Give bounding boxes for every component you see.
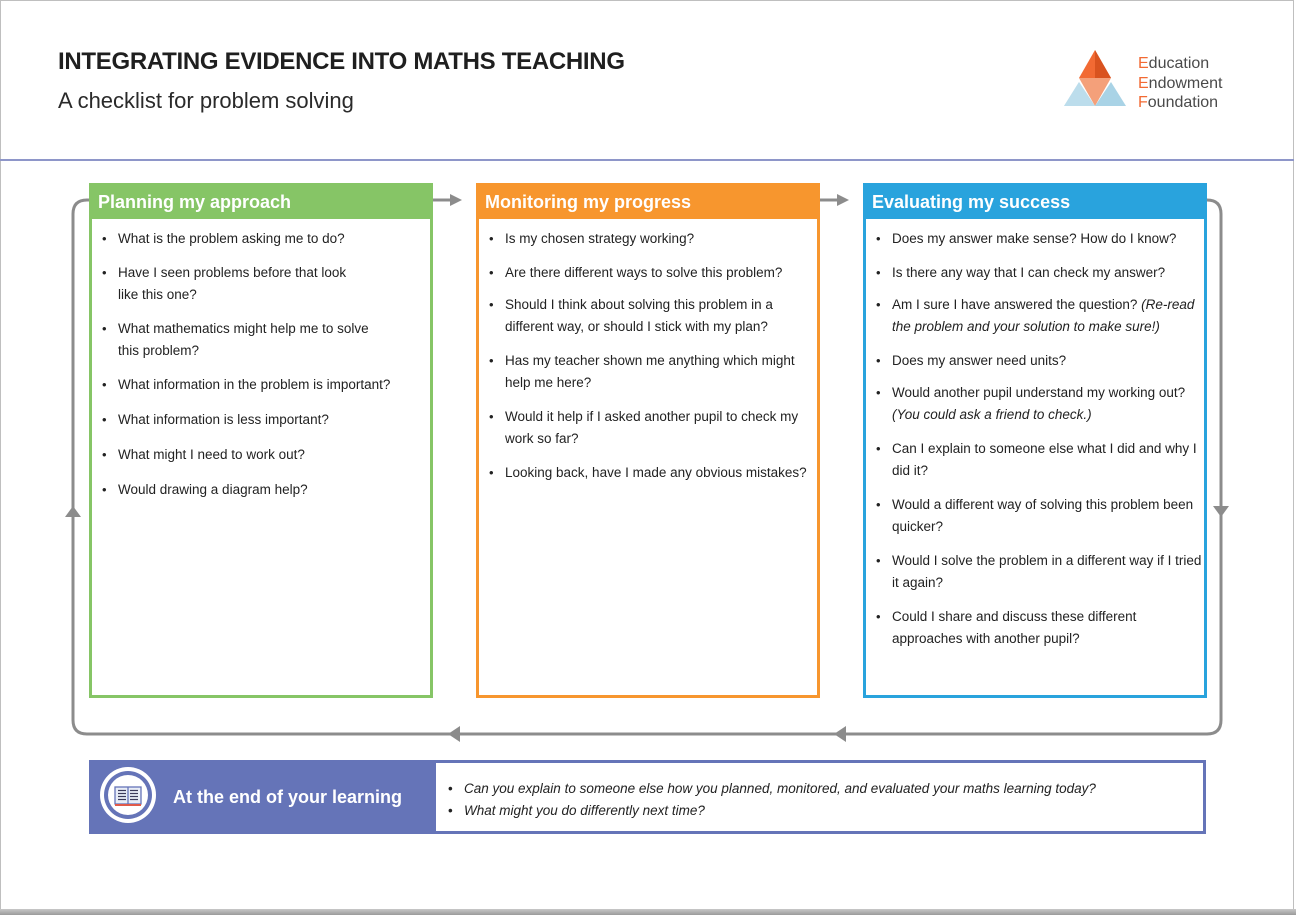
page-subtitle: A checklist for problem solving	[58, 88, 354, 113]
list-item: • Have I seen problems before that look like this one?	[92, 262, 370, 306]
list-item: • Can you explain to someone else how you planned, monitored, and evaluated your maths learning today?	[448, 778, 1096, 800]
list-item: • Can I explain to someone else what I did and why I did it?	[866, 438, 1202, 482]
list-item: • What is the problem asking me to do?	[92, 228, 430, 250]
planning-title: Planning my approach	[92, 186, 430, 219]
header-divider	[0, 159, 1294, 161]
evaluating-title: Evaluating my success	[866, 186, 1204, 219]
list-item: • Would I solve the problem in a different way if I tried it again?	[866, 550, 1202, 594]
book-icon	[100, 767, 156, 823]
planning-list	[92, 228, 430, 501]
end-of-learning-title: At the end of your learning	[173, 787, 403, 807]
end-of-learning-bar	[89, 760, 1206, 834]
logo-line-3: Foundation	[1138, 94, 1219, 111]
list-item: • Would it help if I asked another pupil to check my work so far?	[479, 406, 801, 450]
page-edge-shadow	[0, 909, 1296, 915]
planning-panel	[89, 183, 433, 698]
list-item: • Is my chosen strategy working?	[479, 228, 817, 250]
list-item: • Does my answer make sense? How do I know?	[866, 228, 1204, 250]
list-item: • Could I share and discuss these different approaches with another pupil?	[866, 606, 1152, 650]
list-item: • What might you do differently next time?	[448, 800, 1096, 822]
list-item: • Would drawing a diagram help?	[92, 479, 430, 501]
monitoring-title: Monitoring my progress	[479, 186, 817, 219]
eef-logo	[1062, 48, 1242, 114]
list-item: • What information is less important?	[92, 409, 430, 431]
list-item: • Is there any way that I can check my answer?	[866, 262, 1204, 284]
end-of-learning-list	[448, 778, 1096, 822]
evaluating-panel	[863, 183, 1207, 698]
list-item: • Looking back, have I made any obvious mistakes?	[479, 462, 817, 484]
list-item: • What might I need to work out?	[92, 444, 430, 466]
end-of-learning-header	[92, 763, 436, 831]
logo-line-2: Endowment	[1138, 74, 1223, 92]
list-item: • Would a different way of solving this problem been quicker?	[866, 494, 1202, 538]
triangle-logo-icon	[1062, 48, 1128, 114]
list-item: • Am I sure I have answered the question? (Re-read the problem and your solution to make sure!)	[866, 294, 1198, 338]
list-item: • Would another pupil understand my working out? (You could ask a friend to check.)	[866, 382, 1198, 426]
list-item: • Does my answer need units?	[866, 350, 1204, 372]
monitoring-panel	[476, 183, 820, 698]
logo-line-1: Education	[1138, 55, 1210, 72]
list-item: • Are there different ways to solve this problem?	[479, 262, 817, 284]
list-item: • What mathematics might help me to solve this problem?	[92, 318, 370, 362]
page-title: INTEGRATING EVIDENCE INTO MATHS TEACHING	[58, 48, 625, 75]
list-item: • Should I think about solving this problem in a different way, or should I stick with my plan?	[479, 294, 787, 338]
list-item: • What information in the problem is important?	[92, 374, 430, 396]
list-item: • Has my teacher shown me anything which might help me here?	[479, 350, 801, 394]
evaluating-list	[866, 228, 1204, 650]
monitoring-list	[479, 228, 817, 484]
